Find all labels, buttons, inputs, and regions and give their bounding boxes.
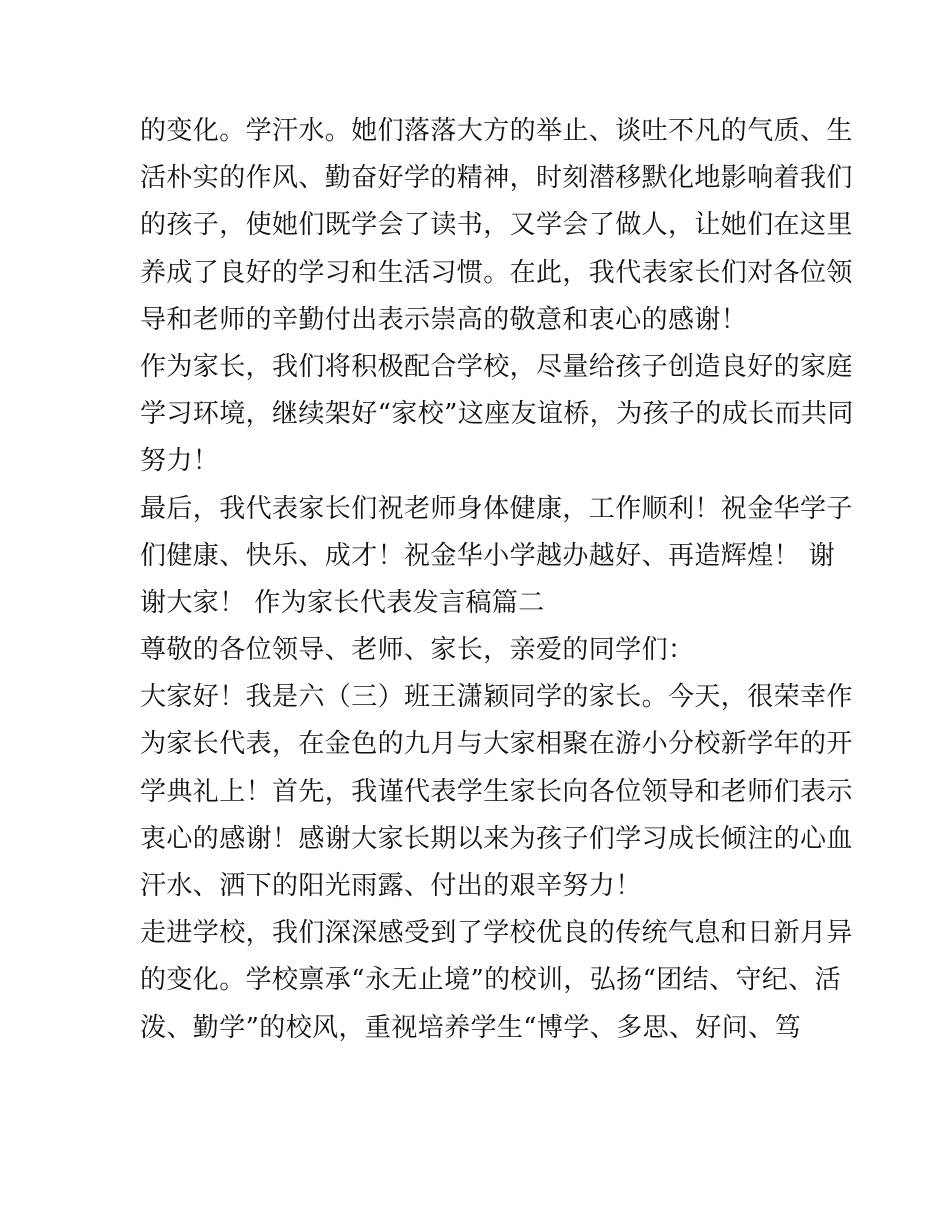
- text-line-19: 的变化。学校禀承“永无止境”的校训，弘扬“团结、守纪、活: [140, 965, 842, 996]
- text-line-11: 谢大家！ 作为家长代表发言稿篇二: [140, 587, 545, 618]
- text-line-12: 尊敬的各位领导、老师、家长，亲爱的同学们：: [140, 635, 695, 666]
- text-line-15: 学典礼上！首先，我谨代表学生家长向各位领导和老师们表示: [140, 776, 853, 807]
- text-line-20: 泼、勤学”的校风，重视培养学生“博学、多思、好问、笃: [140, 1012, 801, 1043]
- text-line-4: 养成了良好的学习和生活习惯。在此，我代表家长们对各位领: [140, 257, 853, 288]
- text-line-17: 汗水、洒下的阳光雨露、付出的艰辛努力！: [140, 871, 642, 901]
- text-line-14: 为家长代表，在金色的九月与大家相聚在游小分校新学年的开: [140, 729, 853, 760]
- text-line-8: 努力！: [140, 446, 220, 477]
- text-line-9: 最后，我代表家长们祝老师身体健康，工作顺利！祝金华学子: [140, 493, 853, 524]
- text-line-2: 活朴实的作风、勤奋好学的精神，时刻潜移默化地影响着我们: [140, 163, 853, 194]
- document-body: [140, 108, 854, 1052]
- text-line-18: 走进学校，我们深深感受到了学校优良的传统气息和日新月异: [140, 918, 853, 949]
- text-line-13: 大家好！我是六（三）班王潇颖同学的家长。今天，很荣幸作: [140, 682, 853, 713]
- text-line-10: 们健康、快乐、成才！祝金华小学越办越好、再造辉煌！ 谢: [140, 540, 836, 571]
- text-line-6: 作为家长，我们将积极配合学校，尽量给孩子创造良好的家庭: [140, 351, 853, 382]
- text-line-5: 导和老师的辛勤付出表示崇高的敬意和衷心的感谢！: [140, 304, 748, 335]
- text-line-1: 的变化。学汗水。她们落落大方的举止、谈吐不凡的气质、生: [140, 116, 853, 146]
- text-line-7: 学习环境，继续架好“家校”这座友谊桥，为孩子的成长而共同: [140, 399, 854, 430]
- text-line-16: 衷心的感谢！感谢大家长期以来为孩子们学习成长倾注的心血: [140, 823, 853, 854]
- text-line-3: 的孩子，使她们既学会了读书，又学会了做人，让她们在这里: [140, 210, 853, 241]
